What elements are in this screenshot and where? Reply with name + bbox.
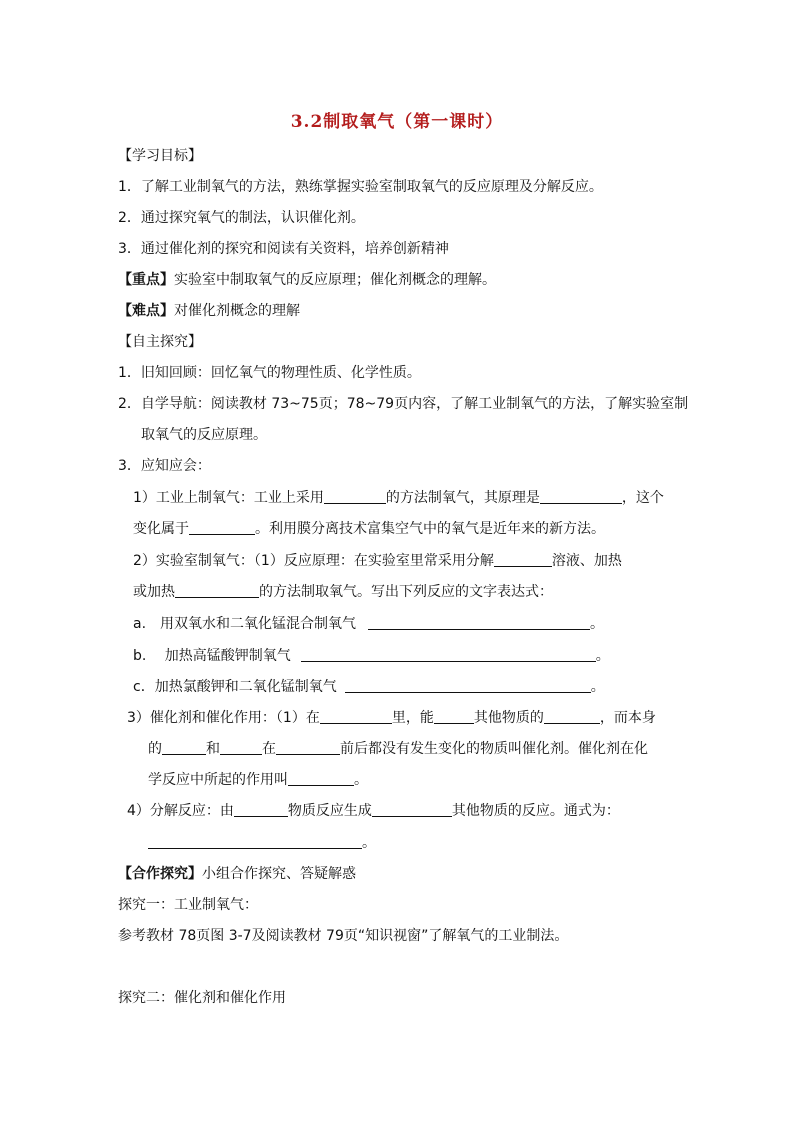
blank-field[interactable] — [544, 709, 600, 724]
q4-text-a: 4）分解反应：由 — [127, 803, 234, 819]
q3-text-g: 在 — [262, 741, 276, 757]
difficulty-label: 【难点】 — [118, 303, 174, 319]
blank-field[interactable] — [234, 802, 288, 817]
q4-text-d: 。 — [362, 835, 376, 851]
goal-item-1: 1．了解工业制氧气的方法，熟练掌握实验室制取氧气的反应原理及分解反应。 — [118, 179, 603, 195]
blank-field[interactable] — [162, 740, 206, 755]
blank-field[interactable] — [368, 615, 590, 630]
blank-field[interactable] — [301, 647, 596, 662]
q3-text-i: 学反应中所起的作用叫 — [148, 772, 288, 788]
q1-text-c: ，这个 — [621, 490, 664, 506]
q1-text-b: 的方法制氧气，其原理是 — [385, 490, 540, 506]
q3-text-h: 前后都没有发生变化的物质叫催化剂。催化剂在化 — [340, 741, 648, 757]
blank-field[interactable] — [175, 583, 259, 598]
period: 。 — [590, 679, 605, 695]
q2-text-d: 的方法制取氧气。写出下列反应的文字表达式： — [259, 584, 553, 600]
blank-field[interactable] — [220, 740, 262, 755]
q4-line-2 — [148, 834, 376, 852]
difficulty-line — [118, 302, 300, 320]
coop-label: 【合作探究】 — [118, 866, 202, 882]
period: 。 — [590, 616, 605, 632]
blank-field[interactable] — [189, 520, 255, 535]
q4-text-c: 其他物质的反应。通式为： — [451, 803, 620, 819]
goals-heading: 【学习目标】 — [118, 148, 202, 164]
coop-line — [118, 865, 356, 883]
difficulty-text: 对催化剂概念的理解 — [174, 303, 300, 319]
blank-field[interactable] — [324, 489, 386, 504]
blank-field[interactable] — [288, 771, 354, 786]
keypoint-text: 实验室中制取氧气的反应原理；催化剂概念的理解。 — [174, 272, 496, 288]
q1-text-e: 。利用膜分离技术富集空气中的氧气是近年来的新方法。 — [255, 521, 605, 537]
reference-line: 参考教材 78页图 3-7及阅读教材 79页“知识视窗”了解氧气的工业制法。 — [118, 928, 569, 944]
reaction-a-text: a. 用双氧水和二氧化锰混合制氧气 — [133, 616, 357, 632]
blank-field[interactable] — [372, 802, 452, 817]
q3-text-b: 里，能 — [391, 710, 434, 726]
nav-line-2: 取氧气的反应原理。 — [141, 427, 267, 443]
coop-text: 小组合作探究、答疑解惑 — [202, 866, 356, 882]
reaction-b-text: b. 加热高锰酸钾制氧气 — [133, 648, 291, 664]
review-line: 1．旧知回顾：回忆氧气的物理性质、化学性质。 — [118, 365, 421, 381]
reaction-a-line — [133, 615, 604, 633]
q2-line-1 — [133, 552, 622, 570]
q3-line-1 — [127, 709, 656, 727]
q1-line-2 — [133, 520, 605, 538]
blank-field[interactable] — [320, 709, 392, 724]
q4-text-b: 物质反应生成 — [287, 803, 372, 819]
q3-text-a: 3）催化剂和催化作用：（1）在 — [127, 710, 320, 726]
blank-field[interactable] — [148, 834, 362, 849]
goal-item-2: 2．通过探究氧气的制法，认识催化剂。 — [118, 210, 365, 226]
explore-2-heading: 探究二：催化剂和催化作用 — [118, 990, 286, 1006]
blank-field[interactable] — [494, 552, 552, 567]
q3-text-j: 。 — [354, 772, 368, 788]
reaction-c-text: c．加热氯酸钾和二氧化锰制氧气 — [133, 679, 337, 695]
q3-text-e: 的 — [148, 741, 162, 757]
blank-field[interactable] — [540, 489, 622, 504]
q1-text-d: 变化属于 — [133, 521, 189, 537]
blank-field[interactable] — [345, 678, 591, 693]
q3-text-f: 和 — [206, 741, 220, 757]
q1-text-a: 1）工业上制氧气：工业上采用 — [133, 490, 324, 506]
q2-text-a: 2）实验室制氧气：（1）反应原理：在实验室里常采用分解 — [133, 553, 494, 569]
nav-line-1: 2．自学导航：阅读教材 73~75页；78~79页内容，了解工业制氧气的方法，了解实验室制 — [118, 396, 689, 412]
goal-item-3: 3．通过催化剂的探究和阅读有关资料，培养创新精神 — [118, 241, 449, 257]
explore-1-heading: 探究一：工业制氧气： — [118, 897, 258, 913]
self-study-heading: 【自主探究】 — [118, 334, 202, 350]
q1-line-1 — [133, 489, 664, 507]
q2-text-b: 溶液、加热 — [551, 553, 622, 569]
q2-text-c: 或加热 — [133, 584, 175, 600]
apply-heading: 3．应知应会： — [118, 458, 211, 474]
q3-text-c: 其他物质的 — [473, 710, 544, 726]
q3-text-d: ，而本身 — [599, 710, 656, 726]
reaction-b-line — [133, 647, 610, 665]
page-title: 3.2制取氧气（第一课时） — [290, 112, 504, 132]
blank-field[interactable] — [434, 709, 474, 724]
q3-line-3 — [148, 771, 368, 789]
q3-line-2 — [148, 740, 648, 758]
q4-line-1 — [127, 802, 620, 820]
blank-field[interactable] — [276, 740, 340, 755]
keypoint-label: 【重点】 — [118, 272, 174, 288]
q2-line-2 — [133, 583, 553, 601]
period: 。 — [595, 648, 610, 664]
keypoint-line — [118, 271, 496, 289]
reaction-c-line — [133, 678, 605, 696]
